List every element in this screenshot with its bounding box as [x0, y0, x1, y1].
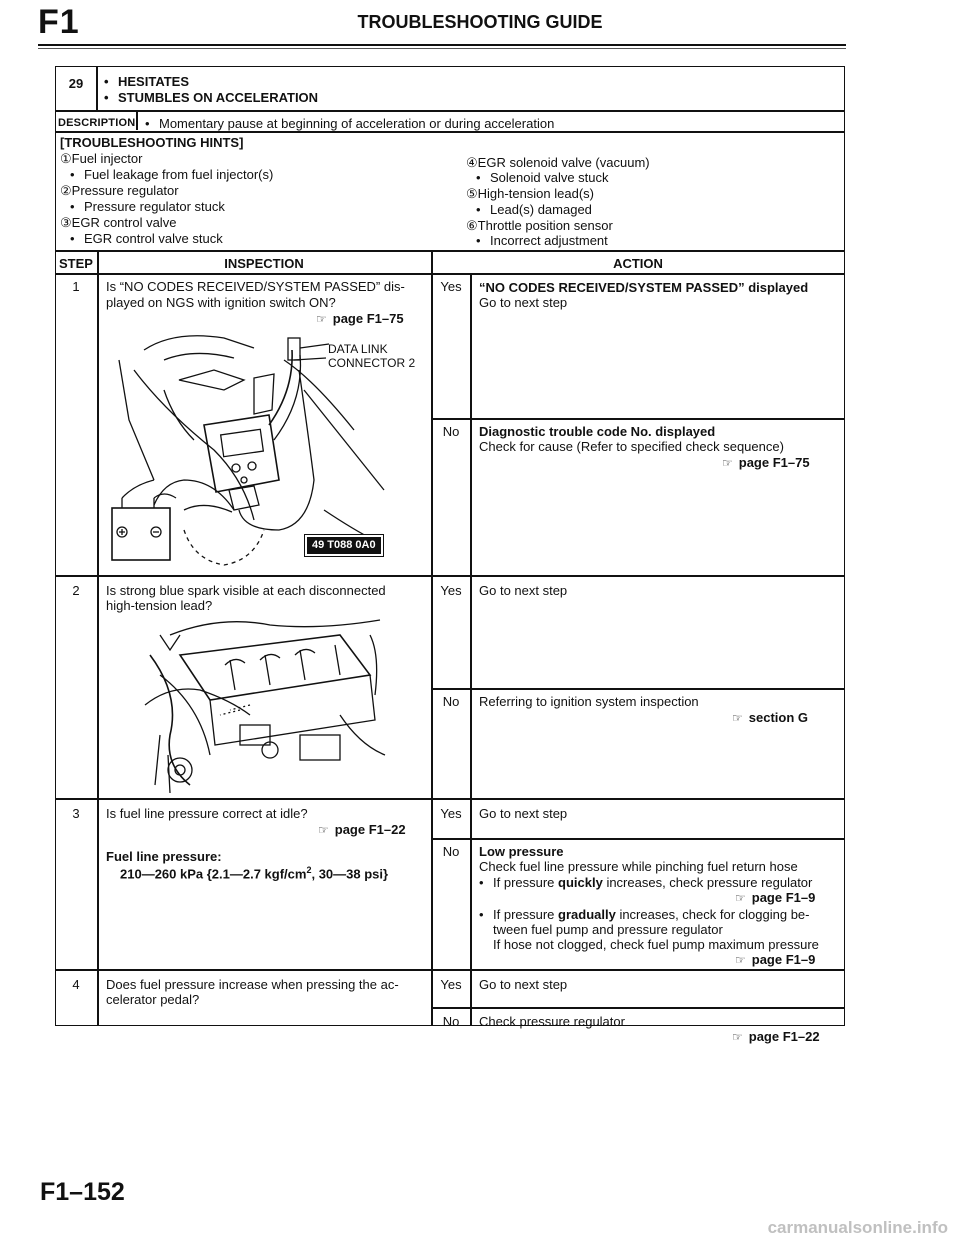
step-4-inspection-line-1: Does fuel pressure increase when pressing the ac-	[106, 977, 399, 992]
watermark: carmanualsonline.info	[767, 1217, 948, 1237]
step-4-no-ref: ☞ page F1–22	[732, 1029, 820, 1044]
step-3-no-bullet-1: • If pressure quickly increases, check pressure regulator	[479, 875, 812, 890]
step-3-no-bullet-2-line-3: If hose not clogged, check fuel pump maximum pressure	[493, 937, 819, 952]
step-1-yes-title: “NO CODES RECEIVED/SYSTEM PASSED” displayed	[479, 280, 809, 295]
description-text: • Momentary pause at beginning of acceleration or during acceleration	[145, 116, 554, 131]
hint-2-detail: • Pressure regulator stuck	[70, 199, 225, 214]
col-action-header: ACTION	[613, 256, 663, 271]
step-4-inspection-line-2: celerator pedal?	[106, 992, 200, 1007]
reference-hand-icon: ☞	[316, 312, 327, 326]
symptom-item-2: • STUMBLES ON ACCELERATION	[104, 90, 318, 105]
step-3-no-label: No	[442, 844, 460, 859]
tool-number-badge: 49 T088 0A0	[305, 535, 383, 556]
step-1-no-text: Check for cause (Refer to specified check sequence)	[479, 439, 784, 454]
step-3-yes-text: Go to next step	[479, 806, 568, 821]
col-step-header: STEP	[59, 256, 93, 271]
step-2-yes-label: Yes	[440, 583, 462, 598]
header-rule	[38, 44, 846, 46]
fuel-line-pressure-value: 210—260 kPa {2.1—2.7 kgf/$cm^2$, 30—38 psi}	[120, 865, 389, 882]
step-3-inspection-ref: ☞ page F1–22	[318, 822, 406, 837]
step-2-figure-engine-leads	[140, 615, 390, 795]
hint-2-name: ②Pressure regulator	[60, 183, 179, 198]
hint-5-detail: • Lead(s) damaged	[476, 202, 592, 217]
hints-title: [TROUBLESHOOTING HINTS]	[60, 135, 244, 150]
step-1-inspection-line-1: Is “NO CODES RECEIVED/SYSTEM PASSED” dis-	[106, 279, 405, 294]
hint-3-detail: • EGR control valve stuck	[70, 231, 223, 246]
step-3-no-title: Low pressure	[479, 844, 564, 859]
hint-1-detail: • Fuel leakage from fuel injector(s)	[70, 167, 273, 182]
step-4-number: 4	[72, 977, 80, 992]
step-1-no-title: Diagnostic trouble code No. displayed	[479, 424, 716, 439]
fuel-line-pressure-label: Fuel line pressure:	[106, 849, 222, 864]
step-1-number: 1	[72, 279, 80, 294]
step-2-yes-text: Go to next step	[479, 583, 568, 598]
step-4-no-text: Check pressure regulator	[479, 1014, 625, 1029]
step-3-number: 3	[72, 806, 80, 821]
section-code: F1	[38, 3, 80, 41]
hint-1-name: ①Fuel injector	[60, 151, 143, 166]
step-1-inspection-line-2: played on NGS with ignition switch ON?	[106, 295, 336, 310]
step-3-no-bullet-2-line-2: tween fuel pump and pressure regulator	[493, 922, 723, 937]
hint-6-detail: • Incorrect adjustment	[476, 233, 608, 248]
step-3-no-text: Check fuel line pressure while pinching fuel return hose	[479, 859, 798, 874]
hint-3-name: ③EGR control valve	[60, 215, 177, 230]
step-3-yes-label: Yes	[440, 806, 462, 821]
step-1-inspection-ref: ☞ page F1–75	[316, 311, 404, 326]
step-2-number: 2	[72, 583, 80, 598]
step-1-no-label: No	[442, 424, 460, 439]
step-1-yes-text: Go to next step	[479, 295, 568, 310]
step-3-inspection-line-1: Is fuel line pressure correct at idle?	[106, 806, 308, 821]
symptom-item-1: • HESITATES	[104, 74, 189, 89]
hint-6-name: ⑥Throttle position sensor	[466, 218, 613, 233]
data-link-connector-label-2: CONNECTOR 2	[328, 356, 416, 370]
step-3-no-bullet-1-ref: ☞ page F1–9	[735, 890, 816, 905]
step-3-no-bullet-2-ref: ☞ page F1–9	[735, 952, 816, 967]
data-link-connector-label-1: DATA LINK	[328, 342, 388, 356]
step-2-no-ref: ☞ section G	[732, 710, 809, 725]
hint-4-name: ④EGR solenoid valve (vacuum)	[466, 155, 650, 170]
step-2-inspection-line-1: Is strong blue spark visible at each disconnected	[106, 583, 386, 598]
description-label: DESCRIPTION	[58, 117, 136, 129]
page-title: TROUBLESHOOTING GUIDE	[357, 12, 603, 32]
step-1-yes-label: Yes	[440, 279, 462, 294]
step-2-no-label: No	[442, 694, 460, 709]
step-3-no-bullet-2: • If pressure gradually increases, check for clogging be-	[479, 907, 809, 922]
step-1-no-ref: ☞ page F1–75	[722, 455, 810, 470]
hint-4-detail: • Solenoid valve stuck	[476, 170, 609, 185]
step-2-no-text: Referring to ignition system inspection	[479, 694, 699, 709]
header-rule-thin	[38, 48, 846, 49]
col-inspection-header: INSPECTION	[224, 256, 304, 271]
step-4-yes-label: Yes	[440, 977, 462, 992]
step-4-no-label: No	[442, 1014, 460, 1029]
symptom-number: 29	[68, 76, 84, 91]
step-2-inspection-line-2: high-tension lead?	[106, 598, 213, 613]
hint-5-name: ⑤High-tension lead(s)	[466, 186, 594, 201]
page-number: F1–152	[40, 1178, 125, 1206]
step-4-yes-text: Go to next step	[479, 977, 568, 992]
